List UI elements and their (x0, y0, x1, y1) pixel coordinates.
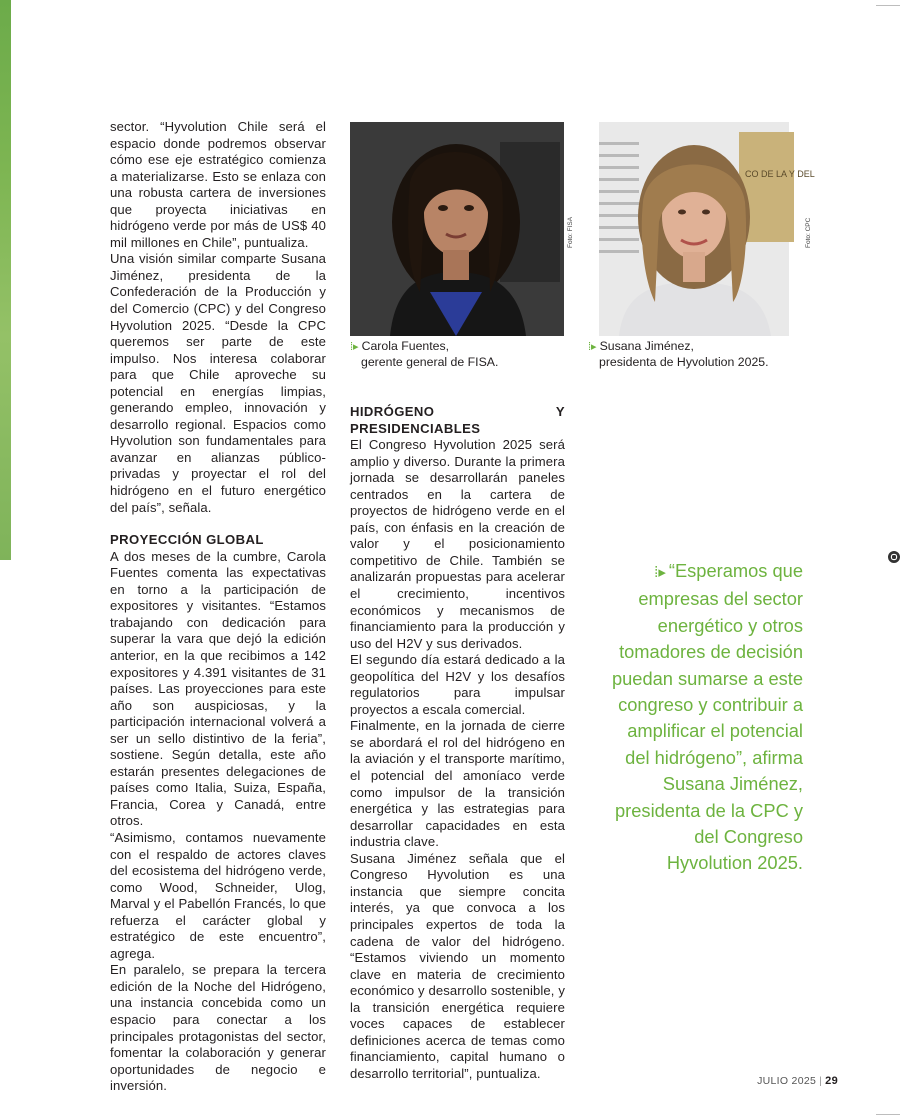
paragraph: El Congreso Hyvolution 2025 será amplio y diverso. Durante la primera jornada se desarrollarán paneles centrados en la cartera de proyectos de hidrógeno verde en el país, con énfasis en la creación de valor y el posicionamiento competitivo de Chile. También se analizarán propuestas para acelerar el crecimiento, incentivos económicos y mecanismos de financiamiento para la producción y uso del H2V y sus derivados. (350, 437, 565, 651)
caption-name: Carola Fuentes, (361, 339, 450, 353)
caption-name: Susana Jiménez, (599, 339, 694, 353)
article-column-1 (110, 119, 326, 1095)
page-number: 29 (825, 1075, 838, 1087)
portrait-illustration (350, 122, 564, 336)
registration-mark-icon (888, 551, 900, 563)
crop-mark-bottom (876, 1114, 900, 1115)
section-subhead: HIDRÓGENO Y PRESIDENCIABLES (350, 404, 565, 436)
caption-role: presidenta de Hyvolution 2025. (599, 355, 769, 369)
photo-credit: Foto: CPC (805, 217, 812, 248)
article-column-2 (350, 404, 565, 1082)
photo-caption-susana (588, 339, 769, 370)
crop-mark-top (876, 5, 900, 6)
pull-quote-text: “Esperamos que empresas del sector energético y otros tomadores de decisión puedan sumarse a este congreso y contribuir a amplificar el potencial del hidrógeno”, afirma Susana Jiménez, presidenta de la CPC y del Congreso Hyvolution 2025. (611, 560, 803, 874)
issue-date: JULIO 2025 (757, 1075, 817, 1087)
decorative-green-strip (0, 0, 11, 560)
portrait-carola-fuentes (350, 122, 564, 336)
background-sign-text: CO DE LA Y DEL (745, 169, 815, 179)
paragraph: El segundo día estará dedicado a la geopolítica del H2V y los desafíos regulatorios para impulsar proyectos a escala comercial. (350, 652, 565, 717)
section-subhead: PROYECCIÓN GLOBAL (110, 532, 264, 548)
bullet-arrow-icon: ⁞▸ (350, 341, 359, 353)
paragraph: Una visión similar comparte Susana Jiménez, presidenta de la Confederación de la Producción y del Comercio (CPC) y del Congreso Hyvolution 2025. “Desde la CPC queremos ser parte de este impulso. Nos interesa colaborar para que Chile aproveche su potencial en energías limpias, generando empleo, innovación y desarrollo regional. Espacios como Hyvolution son fundamentales para avanzar en alianzas público-privadas y proyectar el rol del hidrógeno en el futuro energético del país”, señala. (110, 251, 326, 515)
pull-quote (605, 558, 803, 877)
quote-arrow-icon: ⁞▸ (654, 564, 666, 581)
photo-caption-carola (350, 339, 498, 370)
folio-separator: | (819, 1075, 823, 1087)
bullet-arrow-icon: ⁞▸ (588, 341, 597, 353)
photo-credit: Foto: FISA (567, 216, 574, 248)
paragraph: A dos meses de la cumbre, Carola Fuentes comenta las expectativas en torno a la participación de expositores y visitantes. “Estamos trabajando con dedicación para superar la vara que dejó la edición anterior, en la que recibimos a 142 expositores y 4.391 visitantes de 31 países. Las proyecciones para este año son auspiciosas, y la participación internacional volverá a ser un sello distintivo de la feria”, sostiene. Según detalla, este año estarán presentes delegaciones de países como Italia, Suiza, España, Francia, Corea y Canadá, entre otros. (110, 548, 326, 829)
paragraph: “Asimismo, contamos nuevamente con el respaldo de actores claves del ecosistema del hidrógeno verde, como Wood, Schneider, Ulog, Marval y el Pabellón Francés, lo que refuerza el carácter global y estratégico de este encuentro”, agrega. (110, 829, 326, 961)
paragraph: Susana Jiménez señala que el Congreso Hyvolution es una instancia que siempre concita interés, ya que convoca a los principales expertos de toda la cadena de valor del hidrógeno. “Estamos viviendo un momento clave en materia de crecimiento económico y desarrollo sostenible, y la transición energética requiere voces capaces de establecer definiciones acerca de temas como financiamiento, capital humano o desarrollo territorial”, puntualiza. (350, 850, 565, 1081)
paragraph: sector. “Hyvolution Chile será el espacio donde podremos observar cómo ese eje estratégico comienza a materializarse. Esto se enlaza con una robusta cartera de inversiones que proyecta iniciativas en hidrógeno verde por más de US$ 40 mil millones en Chile”, puntualiza. (110, 119, 326, 250)
paragraph: Finalmente, en la jornada de cierre se abordará el rol del hidrógeno en la aviación y el transporte marítimo, el potencial del amoníaco verde como impulsor de la transición energética y las estrategias para desarrollar capacidades en esta industria clave. (350, 718, 565, 850)
paragraph: En paralelo, se prepara la tercera edición de la Noche del Hidrógeno, una instancia concebida como un espacio para conectar a los principales protagonistas del sector, fomentar la colaboración y generar oportunidades de negocio e inversión. (110, 962, 326, 1094)
page-folio (757, 1075, 838, 1087)
caption-role: gerente general de FISA. (361, 355, 499, 369)
